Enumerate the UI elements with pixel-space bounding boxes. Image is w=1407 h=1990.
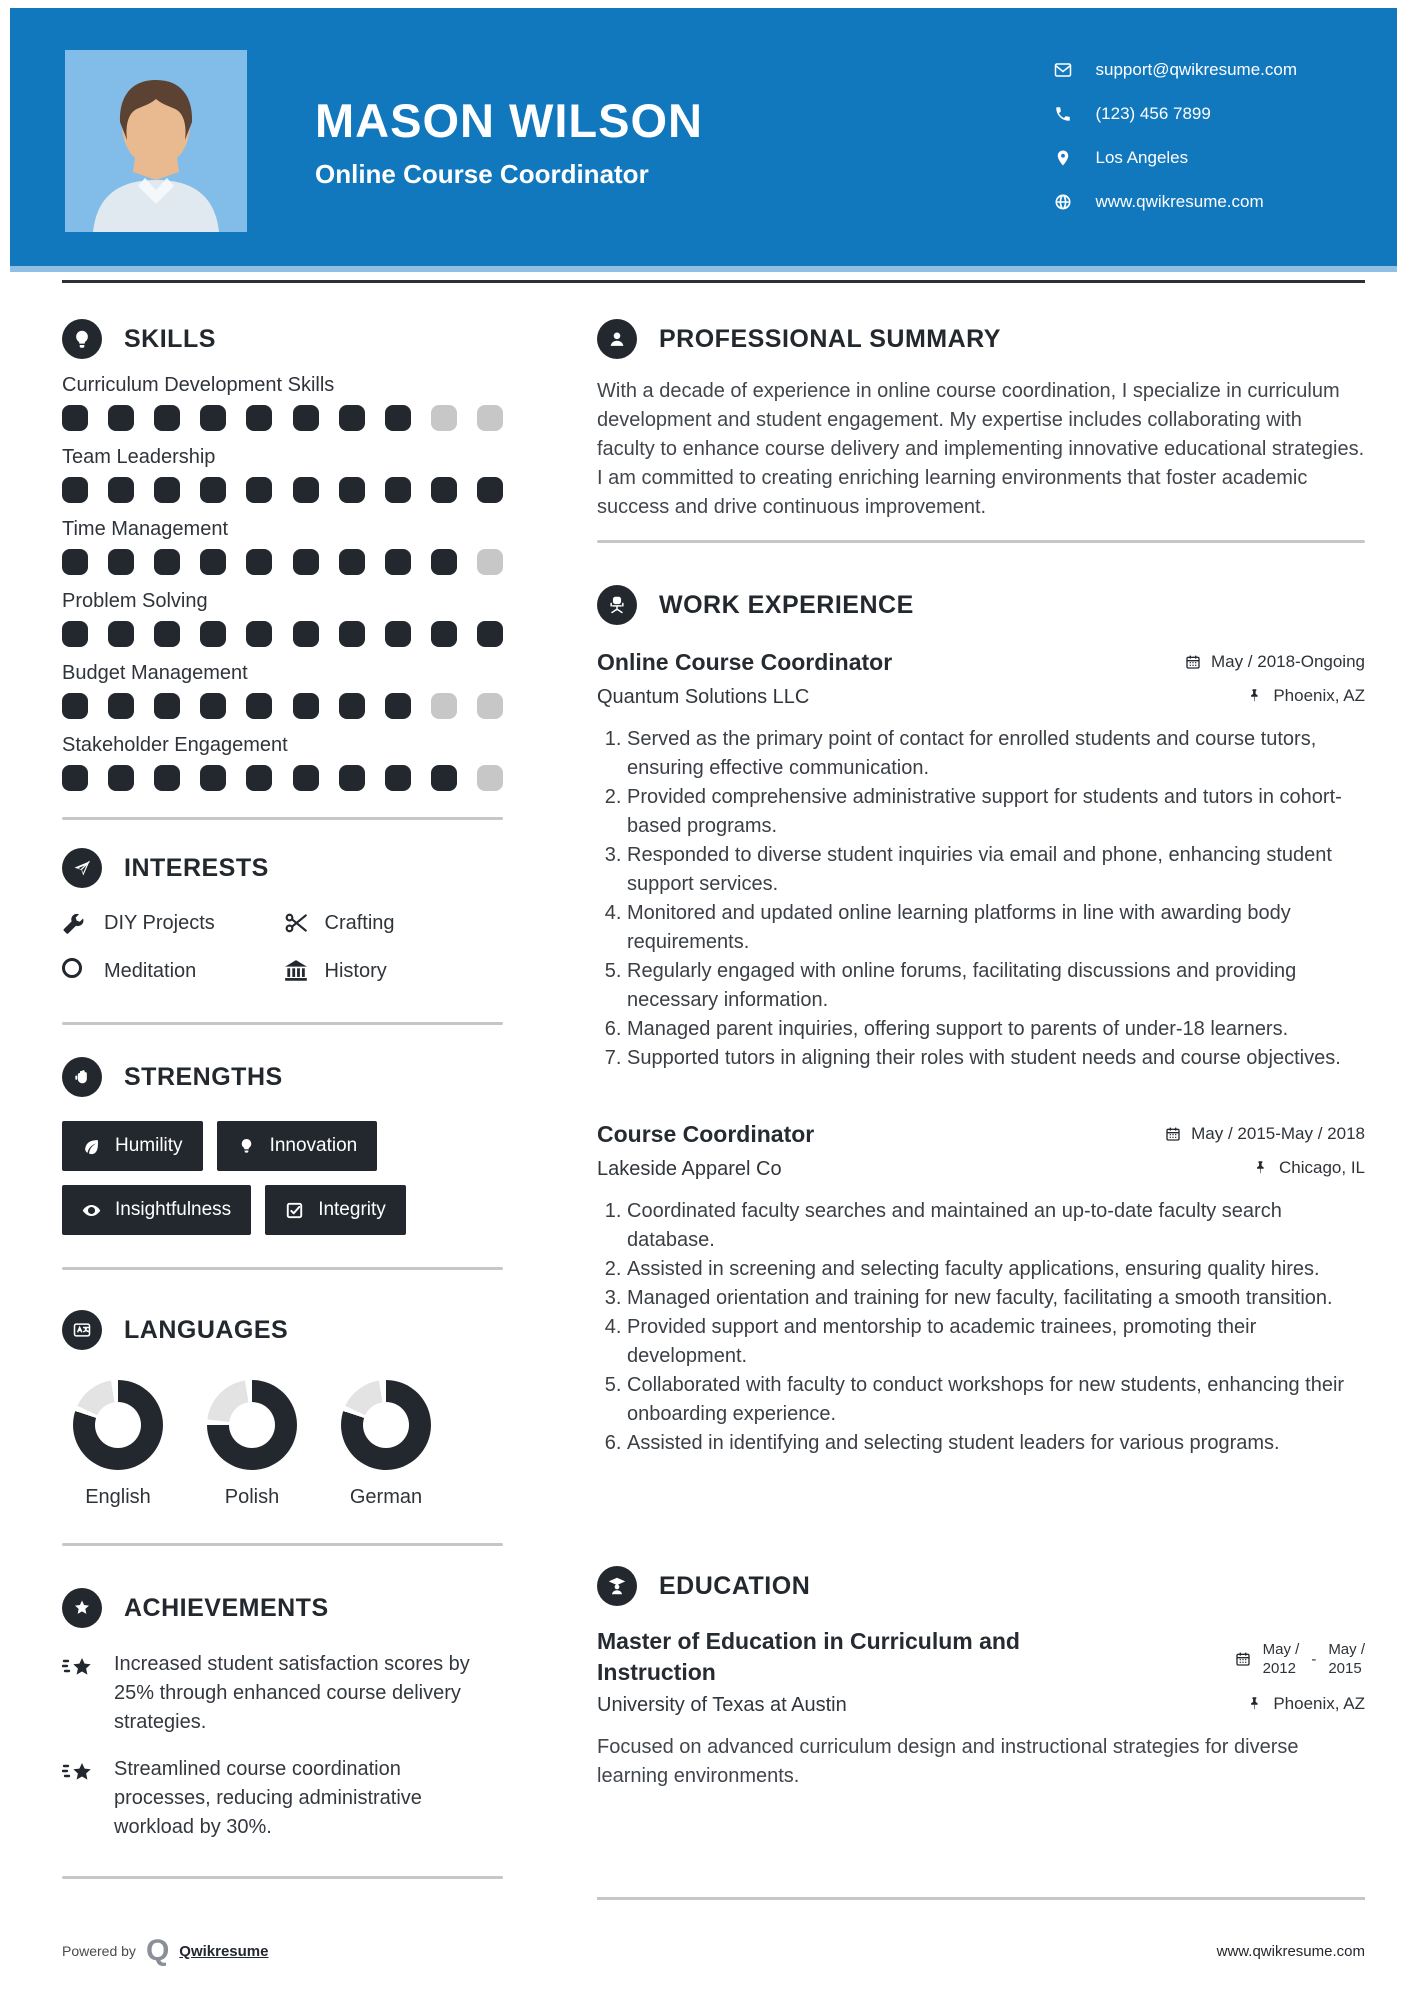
- contact-website-text: www.qwikresume.com: [1095, 192, 1264, 211]
- contact-list: [1054, 60, 1298, 212]
- job-dates-text: May / 2018-Ongoing: [1210, 652, 1365, 671]
- skill-rating: [62, 693, 503, 719]
- language-label: English: [85, 1486, 151, 1508]
- job-dates: [1165, 1124, 1365, 1144]
- section-divider: [62, 1022, 503, 1025]
- interest-label: History: [324, 959, 387, 982]
- language-label: German: [349, 1486, 423, 1508]
- section-divider: [597, 1897, 1365, 1900]
- qwikresume-link[interactable]: Qwikresume: [179, 1942, 269, 1960]
- rating-dot-filled: [62, 693, 88, 719]
- rating-dot-filled: [200, 693, 226, 719]
- interest-label: DIY Projects: [104, 911, 215, 934]
- rating-dot-empty: [477, 549, 503, 575]
- interest-label: Crafting: [324, 911, 395, 934]
- rating-dot-filled: [477, 621, 503, 647]
- interest-item: [283, 910, 504, 936]
- bullet: 4. Provided support and mentorship to academic trainees, promoting their development.: [627, 1313, 1365, 1371]
- rating-dot-filled: [62, 621, 88, 647]
- bullet: 4. Monitored and updated online learning platforms in line with awarding body requirements.: [627, 899, 1365, 957]
- education-section-header: [597, 1566, 1365, 1606]
- rating-dot-filled: [246, 621, 272, 647]
- rating-dot-filled: [108, 621, 134, 647]
- language-donut-chart: [341, 1380, 431, 1470]
- rating-dot-filled: [108, 765, 134, 791]
- rating-dot-filled: [200, 405, 226, 431]
- skill-label: Curriculum Development Skills: [62, 374, 335, 396]
- bullet: 7. Supported tutors in aligning their roles with student needs and course objectives.: [627, 1044, 1365, 1073]
- achievement-text: Increased student satisfaction scores by 25% through enhanced course delivery strategies.: [114, 1653, 470, 1733]
- bullet: 6. Managed parent inquiries, offering support to parents of under-18 learners.: [627, 1015, 1365, 1044]
- rating-dot-empty: [431, 693, 457, 719]
- calendar-icon: [1165, 1126, 1181, 1142]
- language-item: [62, 1380, 174, 1509]
- skill-row: [62, 446, 503, 503]
- date-separator: -: [1311, 1650, 1317, 1668]
- rating-dot-filled: [339, 477, 365, 503]
- summary-heading: PROFESSIONAL SUMMARY: [659, 324, 1001, 353]
- job-company: Quantum Solutions LLC: [597, 686, 810, 708]
- job-location: [1247, 686, 1365, 706]
- interests-section-header: [62, 848, 503, 888]
- calendar-icon: [1185, 654, 1201, 670]
- rating-dot-filled: [293, 405, 319, 431]
- rating-dot-filled: [293, 477, 319, 503]
- profile-photo: [65, 50, 247, 232]
- bullet: 5. Collaborated with faculty to conduct workshops for new students, enhancing their onboarding experience.: [627, 1371, 1365, 1429]
- date-start-month: May /: [1262, 1641, 1300, 1658]
- skill-rating: [62, 549, 503, 575]
- rating-dot-filled: [154, 621, 180, 647]
- strength-badge: [217, 1121, 378, 1171]
- education-location: [1247, 1694, 1365, 1714]
- rating-dot-filled: [339, 405, 365, 431]
- skill-rating: [62, 765, 503, 791]
- contact-location[interactable]: [1054, 148, 1298, 168]
- job-dates-text: May / 2015-May / 2018: [1191, 1124, 1365, 1143]
- interest-item: [283, 958, 504, 984]
- skill-label: Budget Management: [62, 662, 248, 684]
- rating-dot-filled: [62, 765, 88, 791]
- strength-badge: [62, 1121, 203, 1171]
- rating-dot-filled: [246, 765, 272, 791]
- bullet: 2. Provided comprehensive administrative support for students and tutors in cohort-based programs.: [627, 783, 1365, 841]
- office-chair-icon: [597, 585, 637, 625]
- museum-icon: [283, 958, 309, 984]
- wrench-icon: [62, 910, 88, 936]
- footer-website[interactable]: www.qwikresume.com: [1216, 1942, 1365, 1960]
- bullet: 2. Assisted in screening and selecting faculty applications, ensuring quality hires.: [627, 1255, 1365, 1284]
- graduate-icon: [597, 1566, 637, 1606]
- envelope-icon: [1054, 61, 1072, 79]
- summary-text: With a decade of experience in online course coordination, I specialize in curriculum development and student engagement. My expertise includes collaborating with faculty to enhance course delivery and implementing innovative educational strategies. I am committed to creating enriching learning environments that foster academic success and drive continuous improvement.: [597, 380, 1365, 518]
- person-icon: [597, 319, 637, 359]
- rating-dot-filled: [431, 477, 457, 503]
- rating-dot-empty: [477, 765, 503, 791]
- rating-dot-filled: [200, 549, 226, 575]
- rating-dot-filled: [108, 549, 134, 575]
- rating-dot-filled: [62, 549, 88, 575]
- job-location: [1253, 1158, 1365, 1178]
- skill-row: [62, 590, 503, 647]
- job-dates: [1185, 652, 1365, 672]
- languages-heading: LANGUAGES: [124, 1315, 289, 1344]
- job-location-text: Chicago, IL: [1279, 1158, 1365, 1177]
- header: [10, 8, 1397, 272]
- lightbulb-icon: [237, 1137, 256, 1156]
- candidate-title: Online Course Coordinator: [315, 159, 649, 190]
- contact-phone[interactable]: [1054, 104, 1298, 124]
- languages-list: [62, 1380, 503, 1509]
- skills-list: [62, 374, 503, 791]
- skill-label: Team Leadership: [62, 446, 216, 468]
- lightbulb-icon: [62, 319, 102, 359]
- section-divider: [597, 540, 1365, 543]
- rating-dot-filled: [339, 765, 365, 791]
- translate-icon: [62, 1310, 102, 1350]
- skill-label: Problem Solving: [62, 590, 208, 612]
- contact-location-text: Los Angeles: [1095, 148, 1189, 167]
- contact-email-text: support@qwikresume.com: [1095, 60, 1297, 79]
- rating-dot-empty: [431, 405, 457, 431]
- section-divider: [62, 817, 503, 820]
- job-company: Lakeside Apparel Co: [597, 1158, 782, 1180]
- portrait-illustration: [65, 50, 247, 232]
- bullet: 6. Assisted in identifying and selecting student leaders for various programs.: [627, 1429, 1365, 1458]
- bullet: 5. Regularly engaged with online forums, facilitating discussions and providing necessary information.: [627, 957, 1365, 1015]
- interests-list: [62, 910, 503, 984]
- achievements-section-header: [62, 1588, 503, 1628]
- left-column: [62, 305, 503, 1879]
- summary-section-header: [597, 319, 1365, 359]
- bullet: 1. Served as the primary point of contact for enrolled students and course tutors, ensuring effective communication.: [627, 725, 1365, 783]
- shooting-star-icon: [62, 1652, 96, 1686]
- rating-dot-filled: [431, 621, 457, 647]
- rating-dot-filled: [200, 621, 226, 647]
- qwikresume-logo: Q: [145, 1934, 170, 1967]
- skill-row: [62, 734, 503, 791]
- rating-dot-filled: [108, 477, 134, 503]
- rating-dot-filled: [246, 405, 272, 431]
- language-item: [330, 1380, 442, 1509]
- calendar-icon: [1235, 1651, 1251, 1667]
- achievements-heading: ACHIEVEMENTS: [124, 1593, 329, 1622]
- rating-dot-empty: [477, 693, 503, 719]
- contact-website[interactable]: [1054, 192, 1298, 212]
- rating-dot-filled: [385, 621, 411, 647]
- paper-plane-icon: [62, 848, 102, 888]
- rating-dot-filled: [339, 693, 365, 719]
- rating-dot-filled: [62, 477, 88, 503]
- strength-badge: [62, 1185, 251, 1235]
- eye-icon: [82, 1201, 101, 1220]
- footer: [62, 1936, 1365, 1966]
- rating-dot-filled: [154, 693, 180, 719]
- language-item: [196, 1380, 308, 1509]
- skill-label: Stakeholder Engagement: [62, 734, 288, 756]
- skill-rating: [62, 405, 503, 431]
- map-marker-icon: [1054, 149, 1072, 167]
- rating-dot-filled: [200, 477, 226, 503]
- rating-dot-filled: [246, 693, 272, 719]
- rating-dot-filled: [385, 405, 411, 431]
- globe-icon: [1054, 193, 1072, 211]
- fist-icon: [62, 1057, 102, 1097]
- rating-dot-filled: [431, 765, 457, 791]
- circle-icon: [62, 958, 88, 984]
- rating-dot-filled: [339, 621, 365, 647]
- rating-dot-filled: [246, 477, 272, 503]
- bullet: 3. Responded to diverse student inquiries via email and phone, enhancing student support services.: [627, 841, 1365, 899]
- powered-by-label: Powered by: [62, 1943, 136, 1959]
- work-section-header: [597, 585, 1365, 625]
- contact-phone-text: (123) 456 7899: [1095, 104, 1211, 123]
- rating-dot-filled: [154, 405, 180, 431]
- interest-label: Meditation: [104, 959, 197, 982]
- job-location-text: Phoenix, AZ: [1273, 686, 1365, 705]
- rating-dot-filled: [246, 549, 272, 575]
- rating-dot-filled: [200, 765, 226, 791]
- date-start-year: 2012: [1262, 1660, 1296, 1677]
- rating-dot-filled: [154, 549, 180, 575]
- skill-row: [62, 662, 503, 719]
- rating-dot-filled: [293, 693, 319, 719]
- strength-label: Insightfulness: [115, 1199, 232, 1220]
- strengths-section-header: [62, 1057, 503, 1097]
- rating-dot-filled: [293, 549, 319, 575]
- header-divider: [62, 280, 1365, 283]
- date-end-year: 2015: [1328, 1660, 1362, 1677]
- education-location-text: Phoenix, AZ: [1273, 1694, 1365, 1713]
- achievement-item: [62, 1755, 503, 1842]
- interests-heading: INTERESTS: [124, 853, 269, 882]
- right-column: [597, 305, 1365, 1791]
- pushpin-icon: [1247, 688, 1263, 704]
- phone-icon: [1054, 105, 1072, 123]
- education-description: Focused on advanced curriculum design and instructional strategies for diverse learning environments.: [597, 1736, 1299, 1787]
- achievement-item: [62, 1650, 503, 1737]
- pushpin-icon: [1253, 1160, 1269, 1176]
- education-heading: EDUCATION: [659, 1571, 811, 1600]
- job-entry: [597, 1121, 1365, 1458]
- rating-dot-empty: [477, 405, 503, 431]
- education-entry: [597, 1626, 1365, 1688]
- rating-dot-filled: [339, 549, 365, 575]
- skill-row: [62, 518, 503, 575]
- pushpin-icon: [1247, 1696, 1263, 1712]
- languages-section-header: [62, 1310, 503, 1350]
- strength-label: Innovation: [269, 1135, 358, 1156]
- achievements-list: [62, 1650, 503, 1842]
- education-dates: [1235, 1630, 1365, 1688]
- rating-dot-filled: [108, 405, 134, 431]
- rating-dot-filled: [385, 765, 411, 791]
- rating-dot-filled: [293, 621, 319, 647]
- section-divider: [62, 1876, 503, 1879]
- rating-dot-filled: [385, 693, 411, 719]
- interest-item: [62, 910, 283, 936]
- skills-section-header: [62, 319, 503, 359]
- rating-dot-filled: [477, 477, 503, 503]
- school-name: University of Texas at Austin: [597, 1694, 847, 1716]
- rating-dot-filled: [293, 765, 319, 791]
- strength-label: Integrity: [318, 1199, 386, 1220]
- strengths-list: [62, 1121, 503, 1235]
- rating-dot-filled: [431, 549, 457, 575]
- leaf-icon: [82, 1137, 101, 1156]
- date-end-month: May /: [1328, 1641, 1365, 1658]
- language-donut-chart: [207, 1380, 297, 1470]
- job-entry: [597, 649, 1365, 1073]
- bullet: 1. Coordinated faculty searches and maintained an up-to-date faculty search database.: [627, 1197, 1365, 1255]
- rating-dot-filled: [385, 477, 411, 503]
- checkbox-icon: [285, 1201, 304, 1220]
- job-bullets: [597, 1197, 1365, 1458]
- rating-dot-filled: [62, 405, 88, 431]
- section-divider: [62, 1267, 503, 1270]
- strength-badge: [265, 1185, 406, 1235]
- candidate-name: MASON WILSON: [315, 94, 703, 147]
- rating-dot-filled: [154, 765, 180, 791]
- contact-email[interactable]: [1054, 60, 1298, 80]
- star-icon: [62, 1588, 102, 1628]
- strengths-heading: STRENGTHS: [124, 1062, 283, 1091]
- skills-heading: SKILLS: [124, 324, 216, 353]
- language-donut-chart: [73, 1380, 163, 1470]
- strength-label: Humility: [115, 1135, 183, 1156]
- skill-row: [62, 374, 503, 431]
- skill-rating: [62, 621, 503, 647]
- work-heading: WORK EXPERIENCE: [659, 590, 914, 619]
- rating-dot-filled: [108, 693, 134, 719]
- rating-dot-filled: [154, 477, 180, 503]
- job-title: Online Course Coordinator: [597, 649, 893, 675]
- skill-label: Time Management: [62, 518, 228, 540]
- degree-title: Master of Education in Curriculum and Instruction: [597, 1628, 1020, 1685]
- bullet: 3. Managed orientation and training for new faculty, facilitating a smooth transition.: [627, 1284, 1365, 1313]
- language-label: Polish: [224, 1486, 280, 1508]
- scissors-icon: [283, 910, 309, 936]
- job-bullets: [597, 725, 1365, 1073]
- section-divider: [62, 1543, 503, 1546]
- rating-dot-filled: [385, 549, 411, 575]
- achievement-text: Streamlined course coordination processes, reducing administrative workload by 30%.: [114, 1758, 422, 1838]
- interest-item: [62, 958, 283, 984]
- job-title: Course Coordinator: [597, 1121, 815, 1147]
- skill-rating: [62, 477, 503, 503]
- shooting-star-icon: [62, 1757, 96, 1791]
